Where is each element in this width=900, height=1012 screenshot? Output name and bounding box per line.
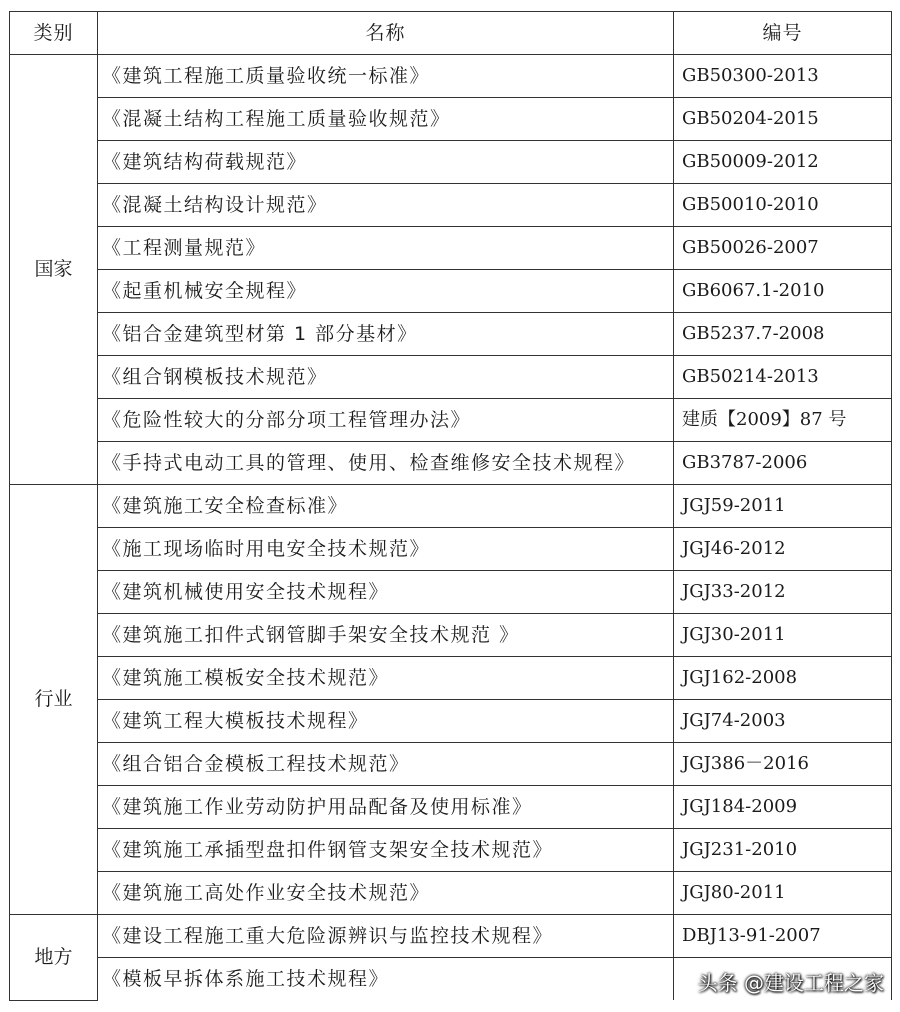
standard-name: 《施工现场临时用电安全技术规范》 — [98, 528, 674, 571]
standard-name: 《危险性较大的分部分项工程管理办法》 — [98, 399, 674, 442]
table-row — [10, 872, 892, 915]
standards-table — [9, 11, 892, 1001]
standard-code: GB50214-2013 — [674, 356, 892, 399]
table-row — [10, 227, 892, 270]
standard-name: 《建筑施工安全检查标准》 — [98, 485, 674, 528]
standard-name: 《建筑施工模板安全技术规范》 — [98, 657, 674, 700]
watermark: 头条 @建设工程之家 — [697, 971, 884, 995]
standard-code: JGJ59-2011 — [674, 485, 892, 528]
table-row — [10, 915, 892, 958]
table-row — [10, 700, 892, 743]
table-row — [10, 614, 892, 657]
table-row — [10, 356, 892, 399]
table-row — [10, 485, 892, 528]
standard-name: 《起重机械安全规程》 — [98, 270, 674, 313]
table-row — [10, 399, 892, 442]
standard-name: 《组合钢模板技术规范》 — [98, 356, 674, 399]
standard-code: JGJ231-2010 — [674, 829, 892, 872]
standard-code: GB50300-2013 — [674, 55, 892, 98]
table-row — [10, 55, 892, 98]
standard-name: 《建设工程施工重大危险源辨识与监控技术规程》 — [98, 915, 674, 958]
standard-name: 《建筑施工承插型盘扣件钢管支架安全技术规范》 — [98, 829, 674, 872]
category-national: 国家 — [10, 55, 98, 485]
standard-name: 《混凝土结构工程施工质量验收规范》 — [98, 98, 674, 141]
table-row — [10, 313, 892, 356]
header-category: 类别 — [10, 12, 98, 55]
table-row — [10, 442, 892, 485]
table-row — [10, 829, 892, 872]
standard-code: JGJ33-2012 — [674, 571, 892, 614]
standard-name: 《工程测量规范》 — [98, 227, 674, 270]
table-row — [10, 657, 892, 700]
standard-code: JGJ162-2008 — [674, 657, 892, 700]
header-name: 名称 — [98, 12, 674, 55]
table-row — [10, 184, 892, 227]
standard-code: GB50026-2007 — [674, 227, 892, 270]
standard-name: 《手持式电动工具的管理、使用、检查维修安全技术规程》 — [98, 442, 674, 485]
standard-name: 《建筑工程施工质量验收统一标准》 — [98, 55, 674, 98]
standard-code: GB5237.7-2008 — [674, 313, 892, 356]
category-industry: 行业 — [10, 485, 98, 915]
standard-name: 《建筑施工扣件式钢管脚手架安全技术规范 》 — [98, 614, 674, 657]
standard-code: JGJ74-2003 — [674, 700, 892, 743]
standard-name: 《铝合金建筑型材第 1 部分基材》 — [98, 313, 674, 356]
table-row — [10, 571, 892, 614]
standard-code: JGJ386－2016 — [674, 743, 892, 786]
standard-code: 建质【2009】87 号 — [674, 399, 892, 442]
standard-code: JGJ80-2011 — [674, 872, 892, 915]
standard-name: 《建筑施工高处作业安全技术规范》 — [98, 872, 674, 915]
standard-code: JGJ30-2011 — [674, 614, 892, 657]
standard-code: DBJ13-91-2007 — [674, 915, 892, 958]
table-row — [10, 743, 892, 786]
standard-code: GB50204-2015 — [674, 98, 892, 141]
standard-code: JGJ46-2012 — [674, 528, 892, 571]
header-row — [10, 12, 892, 55]
standard-name: 《建筑工程大模板技术规程》 — [98, 700, 674, 743]
header-code: 编号 — [674, 12, 892, 55]
table-row — [10, 98, 892, 141]
standard-name: 《建筑施工作业劳动防护用品配备及使用标准》 — [98, 786, 674, 829]
standard-code: GB6067.1-2010 — [674, 270, 892, 313]
table-row — [10, 270, 892, 313]
standard-code: JGJ184-2009 — [674, 786, 892, 829]
table-row — [10, 141, 892, 184]
table-row — [10, 786, 892, 829]
standard-code: GB3787-2006 — [674, 442, 892, 485]
standard-name: 《建筑结构荷载规范》 — [98, 141, 674, 184]
standard-code: GB50009-2012 — [674, 141, 892, 184]
table-row — [10, 528, 892, 571]
standard-code: GB50010-2010 — [674, 184, 892, 227]
category-local: 地方 — [10, 915, 98, 1001]
standard-name: 《模板早拆体系施工技术规程》 — [98, 958, 674, 1001]
standard-name: 《组合铝合金模板工程技术规范》 — [98, 743, 674, 786]
standard-name: 《建筑机械使用安全技术规程》 — [98, 571, 674, 614]
standard-name: 《混凝土结构设计规范》 — [98, 184, 674, 227]
